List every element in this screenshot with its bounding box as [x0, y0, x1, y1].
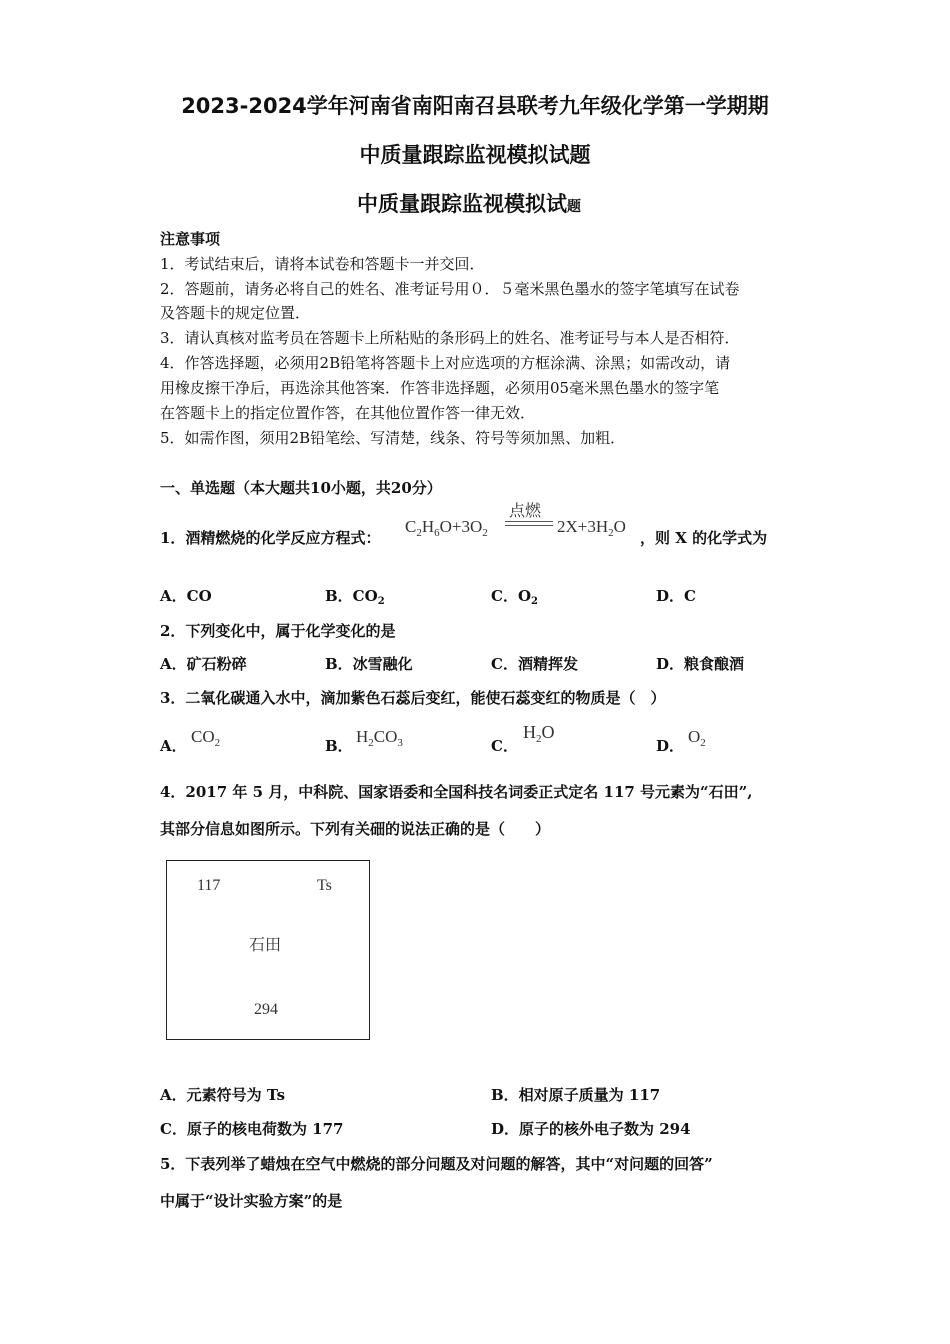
- q3-option-a[interactable]: [160, 735, 187, 756]
- q1-equation-right: $2X+3H_2O$: [557, 517, 626, 539]
- element-atomic-number: 117: [197, 877, 221, 894]
- q5-stem-line1: 5．下表列举了蜡烛在空气中燃烧的部分问题及对问题的解答，其中“对问题的回答”: [160, 1155, 713, 1173]
- notice-line: 3．请认真核对监考员在答题卡上所粘贴的条形码上的姓名、准考证号与本人是否相符．: [160, 329, 740, 347]
- subtitle-repeat-small: 题: [567, 199, 581, 215]
- notice-line: 用橡皮擦干净后，再选涂其他答案．作答非选择题，必须用05毫米黑色墨水的签字笔: [160, 379, 720, 397]
- q3-option-b[interactable]: [325, 735, 353, 756]
- q2-option-d[interactable]: D．粮食酿酒: [656, 655, 745, 673]
- notice-heading: 注意事项: [160, 230, 221, 248]
- element-name: 石田: [249, 935, 282, 954]
- q3-option-a-label: A．: [160, 737, 187, 755]
- q3-option-c[interactable]: [491, 735, 518, 756]
- equals-line-bottom: [505, 525, 553, 526]
- q1-option-b-sub: 2: [377, 596, 385, 607]
- element-card: [166, 860, 370, 1040]
- q3-option-d[interactable]: [656, 735, 684, 756]
- notice-line: 4．作答选择题，必须用2B铅笔将答题卡上对应选项的方框涂满、涂黑；如需改动，请: [160, 354, 731, 372]
- subtitle-repeat-main: 中质量跟踪监视模拟试: [357, 192, 567, 216]
- q1-equation-condition: 点燃: [509, 503, 542, 520]
- notice-line: 2．答题前，请务必将自己的姓名、准考证号用０．５毫米黑色墨水的签字笔填写在试卷: [160, 280, 740, 298]
- q3-option-c-formula: $H_2O$: [523, 722, 555, 745]
- page-title: 2023-2024学年河南省南阳南召县联考九年级化学第一学期期: [181, 94, 769, 118]
- q3-option-d-label: D．: [656, 737, 685, 755]
- q5-stem-line2: 中属于“设计实验方案”的是: [160, 1192, 343, 1210]
- q4-option-a[interactable]: A．元素符号为 Ts: [160, 1086, 286, 1104]
- q4-option-b[interactable]: B．相对原子质量为 117: [491, 1086, 661, 1104]
- q2-stem: 2．下列变化中，属于化学变化的是: [160, 622, 396, 640]
- section-heading: 一、单选题（本大题共10小题，共20分）: [160, 479, 442, 497]
- page-subtitle: 中质量跟踪监视模拟试题: [359, 143, 591, 167]
- q2-option-a[interactable]: A．矿石粉碎: [160, 655, 247, 673]
- q1-option-d[interactable]: D．C: [656, 587, 696, 605]
- q3-stem: 3．二氧化碳通入水中，滴加紫色石蕊后变红，能使石蕊变红的物质是（ ）: [160, 689, 666, 707]
- q1-option-b[interactable]: [325, 585, 385, 607]
- q4-option-d[interactable]: D．原子的核外电子数为 294: [491, 1120, 691, 1138]
- q1-stem-prefix: 1．酒精燃烧的化学反应方程式：: [160, 529, 381, 547]
- q1-option-a[interactable]: A．CO: [160, 587, 212, 605]
- q3-option-b-label: B．: [325, 737, 353, 755]
- q3-option-d-formula: $O_2$: [688, 727, 706, 749]
- q1-equation-left: $C_2H_6O+3O_2$: [405, 517, 488, 539]
- q4-stem-line1: 4．2017 年 5 月，中科院、国家语委和全国科技名词委正式定名 117 号元素为“石田”,: [160, 783, 753, 801]
- q1-option-c[interactable]: [491, 585, 538, 607]
- q3-option-c-label: C．: [491, 737, 518, 755]
- q3-option-b-formula: $H_2CO_3$: [356, 727, 403, 749]
- notice-line: 在答题卡上的指定位置作答，在其他位置作答一律无效．: [160, 404, 536, 422]
- q4-stem-line2: 其部分信息如图所示。下列有关鿬的说法正确的是（ ）: [160, 820, 551, 838]
- q3-option-a-formula: $CO_2$: [191, 727, 221, 749]
- element-mass: 294: [254, 1001, 278, 1018]
- notice-line: 及答题卡的规定位置．: [160, 304, 311, 322]
- q4-option-c[interactable]: C．原子的核电荷数为 177: [160, 1120, 344, 1138]
- q1-stem-suffix: ，则 X 的化学式为: [640, 529, 768, 547]
- equals-line-top: [505, 521, 553, 522]
- q2-option-b[interactable]: B．冰雪融化: [325, 655, 413, 673]
- q1-option-c-sub: 2: [531, 596, 538, 607]
- page-subtitle-repeat: [357, 188, 581, 218]
- notice-line: 5．如需作图，须用2B铅笔绘、写清楚，线条、符号等须加黑、加粗．: [160, 429, 626, 447]
- notice-line: 1．考试结束后，请将本试卷和答题卡一并交回．: [160, 255, 485, 273]
- q2-option-c[interactable]: C．酒精挥发: [491, 655, 578, 673]
- q1-option-c-text: C．O: [491, 587, 532, 605]
- q1-option-b-text: B．CO: [325, 587, 378, 605]
- element-symbol: Ts: [317, 877, 332, 894]
